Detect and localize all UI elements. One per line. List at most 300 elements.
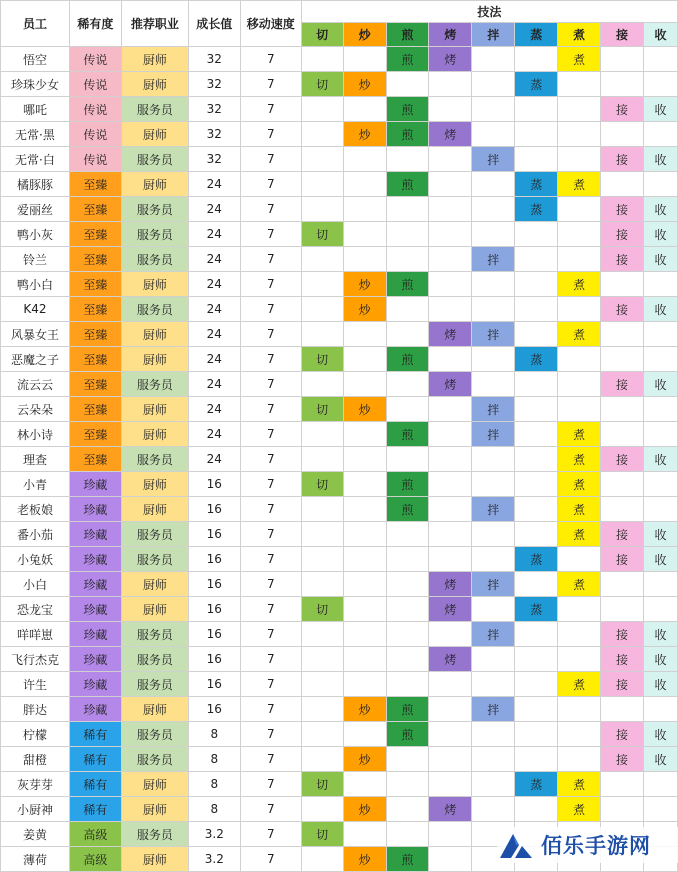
rarity-badge: 珍藏 (69, 622, 121, 647)
skill-cell-bake: 烤 (429, 597, 472, 622)
table-row (1, 747, 678, 772)
rarity-badge: 至臻 (69, 347, 121, 372)
skill-cell-boil (558, 97, 601, 122)
growth-value: 16 (188, 622, 240, 647)
skill-cell-pan-fry: 煎 (386, 422, 429, 447)
table-row (1, 197, 678, 222)
rarity-badge: 珍藏 (69, 647, 121, 672)
employee-name: 风暴女王 (1, 322, 70, 347)
skill-cell-steam (515, 47, 558, 72)
skill-cell-bake: 烤 (429, 372, 472, 397)
skill-cell-pan-fry (386, 522, 429, 547)
skill-cell-steam (515, 147, 558, 172)
skill-cell-boil (558, 72, 601, 97)
skill-cell-bake (429, 222, 472, 247)
skill-cell-bake (429, 822, 472, 847)
skill-cell-boil (558, 297, 601, 322)
skill-cell-pan-fry: 煎 (386, 347, 429, 372)
skill-cell-boil: 煮 (558, 672, 601, 697)
skill-cell-steam (515, 797, 558, 822)
employee-name: 小厨神 (1, 797, 70, 822)
skill-cell-cut (301, 122, 343, 147)
skill-cell-collect (643, 772, 677, 797)
speed-value: 7 (240, 672, 301, 697)
skill-cell-boil: 煮 (558, 172, 601, 197)
skill-cell-boil: 煮 (558, 797, 601, 822)
skill-cell-fry (343, 647, 386, 672)
skill-cell-mix: 拌 (472, 397, 515, 422)
header-skills: 技法 (301, 1, 677, 23)
skill-cell-bake: 烤 (429, 122, 472, 147)
watermark-logo-icon (497, 830, 535, 860)
skill-cell-boil (558, 697, 601, 722)
job-cell: 厨师 (121, 172, 188, 197)
skill-cell-steam (515, 472, 558, 497)
table-row (1, 697, 678, 722)
job-cell: 厨师 (121, 597, 188, 622)
job-cell: 厨师 (121, 847, 188, 872)
job-cell: 厨师 (121, 697, 188, 722)
skill-cell-steam (515, 122, 558, 147)
skill-cell-fry (343, 597, 386, 622)
growth-value: 24 (188, 297, 240, 322)
job-cell: 服务员 (121, 672, 188, 697)
table-row (1, 722, 678, 747)
table-row (1, 772, 678, 797)
skill-cell-pan-fry (386, 597, 429, 622)
speed-value: 7 (240, 197, 301, 222)
skill-cell-mix (472, 547, 515, 572)
speed-value: 7 (240, 222, 301, 247)
skill-cell-pan-fry (386, 147, 429, 172)
skill-cell-take-order (601, 472, 644, 497)
skill-cell-steam (515, 572, 558, 597)
skill-cell-collect (643, 797, 677, 822)
skill-cell-mix (472, 122, 515, 147)
skill-cell-steam (515, 622, 558, 647)
rarity-badge: 传说 (69, 47, 121, 72)
skill-cell-take-order (601, 347, 644, 372)
skill-cell-fry (343, 372, 386, 397)
skill-cell-collect: 收 (643, 97, 677, 122)
header-speed: 移动速度 (240, 1, 301, 47)
skill-cell-steam (515, 372, 558, 397)
skill-cell-bake (429, 397, 472, 422)
table-row (1, 447, 678, 472)
skill-cell-collect: 收 (643, 147, 677, 172)
skill-cell-mix (472, 722, 515, 747)
rarity-badge: 至臻 (69, 247, 121, 272)
speed-value: 7 (240, 322, 301, 347)
skill-cell-fry (343, 672, 386, 697)
skill-cell-bake (429, 747, 472, 772)
skill-cell-bake (429, 97, 472, 122)
skill-cell-cut (301, 672, 343, 697)
job-cell: 服务员 (121, 222, 188, 247)
skill-cell-collect (643, 72, 677, 97)
skill-cell-fry (343, 172, 386, 197)
skill-cell-bake: 烤 (429, 647, 472, 672)
speed-value: 7 (240, 622, 301, 647)
skill-cell-pan-fry (386, 572, 429, 597)
rarity-badge: 稀有 (69, 722, 121, 747)
job-cell: 厨师 (121, 397, 188, 422)
table-row (1, 522, 678, 547)
skill-cell-pan-fry: 煎 (386, 47, 429, 72)
job-cell: 服务员 (121, 372, 188, 397)
skill-cell-take-order (601, 697, 644, 722)
speed-value: 7 (240, 522, 301, 547)
growth-value: 8 (188, 747, 240, 772)
skill-cell-take-order (601, 397, 644, 422)
skill-cell-collect: 收 (643, 297, 677, 322)
table-row (1, 647, 678, 672)
rarity-badge: 传说 (69, 147, 121, 172)
speed-value: 7 (240, 597, 301, 622)
skill-cell-cut (301, 322, 343, 347)
skill-cell-boil: 煮 (558, 497, 601, 522)
skill-cell-steam (515, 447, 558, 472)
skill-cell-fry: 炒 (343, 847, 386, 872)
skill-cell-mix: 拌 (472, 247, 515, 272)
skill-cell-collect (643, 422, 677, 447)
skill-cell-collect: 收 (643, 672, 677, 697)
employee-name: 胖达 (1, 697, 70, 722)
employee-name: 番小茄 (1, 522, 70, 547)
skill-cell-bake (429, 772, 472, 797)
table-row (1, 572, 678, 597)
skill-cell-fry (343, 497, 386, 522)
skill-cell-mix: 拌 (472, 422, 515, 447)
skill-cell-mix (472, 747, 515, 772)
job-cell: 服务员 (121, 297, 188, 322)
growth-value: 16 (188, 697, 240, 722)
skill-cell-cut (301, 497, 343, 522)
skill-cell-bake: 烤 (429, 797, 472, 822)
growth-value: 32 (188, 47, 240, 72)
skill-cell-steam (515, 247, 558, 272)
skill-cell-cut (301, 272, 343, 297)
skill-cell-take-order (601, 47, 644, 72)
skill-cell-mix: 拌 (472, 622, 515, 647)
rarity-badge: 珍藏 (69, 522, 121, 547)
skill-cell-fry: 炒 (343, 272, 386, 297)
table-row (1, 372, 678, 397)
skill-header-bake: 烤 (429, 23, 472, 47)
skill-header-steam: 蒸 (515, 23, 558, 47)
skill-cell-take-order (601, 322, 644, 347)
skill-cell-collect (643, 497, 677, 522)
skill-cell-mix (472, 47, 515, 72)
skill-cell-mix: 拌 (472, 497, 515, 522)
header-growth: 成长值 (188, 1, 240, 47)
skill-cell-cut: 切 (301, 597, 343, 622)
skill-cell-boil: 煮 (558, 447, 601, 472)
skill-cell-mix (472, 272, 515, 297)
skill-cell-cut (301, 797, 343, 822)
skill-cell-pan-fry: 煎 (386, 272, 429, 297)
skill-cell-cut: 切 (301, 472, 343, 497)
skill-cell-take-order: 接 (601, 447, 644, 472)
job-cell: 厨师 (121, 572, 188, 597)
skill-cell-collect: 收 (643, 447, 677, 472)
employee-name: 许生 (1, 672, 70, 697)
employee-name: 理查 (1, 447, 70, 472)
skill-cell-cut: 切 (301, 772, 343, 797)
skill-cell-mix (472, 347, 515, 372)
skill-cell-fry (343, 147, 386, 172)
skill-cell-boil: 煮 (558, 47, 601, 72)
rarity-badge: 珍藏 (69, 572, 121, 597)
skill-cell-collect (643, 472, 677, 497)
skill-cell-take-order: 接 (601, 672, 644, 697)
skill-cell-cut (301, 197, 343, 222)
skill-cell-steam (515, 672, 558, 697)
skill-cell-steam: 蒸 (515, 347, 558, 372)
rarity-badge: 至臻 (69, 222, 121, 247)
skill-cell-cut (301, 247, 343, 272)
skill-cell-boil: 煮 (558, 522, 601, 547)
rarity-badge: 至臻 (69, 447, 121, 472)
skill-cell-collect (643, 347, 677, 372)
speed-value: 7 (240, 47, 301, 72)
skill-cell-mix: 拌 (472, 147, 515, 172)
job-cell: 厨师 (121, 122, 188, 147)
growth-value: 16 (188, 572, 240, 597)
skill-cell-take-order (601, 72, 644, 97)
employee-name: 柠檬 (1, 722, 70, 747)
skill-header-take-order: 接 (601, 23, 644, 47)
skill-header-cut: 切 (301, 23, 343, 47)
rarity-badge: 高级 (69, 847, 121, 872)
skill-cell-boil (558, 247, 601, 272)
rarity-badge: 至臻 (69, 197, 121, 222)
skill-cell-cut (301, 147, 343, 172)
skill-cell-fry (343, 197, 386, 222)
skill-cell-take-order: 接 (601, 247, 644, 272)
speed-value: 7 (240, 447, 301, 472)
employee-name: 小白 (1, 572, 70, 597)
skill-cell-take-order: 接 (601, 522, 644, 547)
growth-value: 24 (188, 347, 240, 372)
skill-cell-take-order (601, 772, 644, 797)
rarity-badge: 珍藏 (69, 597, 121, 622)
skill-cell-steam (515, 422, 558, 447)
skill-cell-pan-fry (386, 747, 429, 772)
table-row (1, 497, 678, 522)
skill-cell-pan-fry (386, 672, 429, 697)
job-cell: 厨师 (121, 47, 188, 72)
rarity-badge: 稀有 (69, 772, 121, 797)
skill-cell-fry: 炒 (343, 72, 386, 97)
watermark-text: 佰乐手游网 (541, 834, 651, 858)
skill-cell-fry: 炒 (343, 797, 386, 822)
skill-cell-collect (643, 397, 677, 422)
growth-value: 32 (188, 72, 240, 97)
speed-value: 7 (240, 747, 301, 772)
rarity-badge: 稀有 (69, 797, 121, 822)
skill-cell-steam (515, 297, 558, 322)
skill-cell-pan-fry: 煎 (386, 722, 429, 747)
speed-value: 7 (240, 822, 301, 847)
rarity-badge: 珍藏 (69, 697, 121, 722)
skill-cell-steam (515, 697, 558, 722)
skill-cell-bake: 烤 (429, 572, 472, 597)
growth-value: 16 (188, 647, 240, 672)
rarity-badge: 传说 (69, 122, 121, 147)
skill-cell-cut: 切 (301, 822, 343, 847)
employee-name: 鸭小白 (1, 272, 70, 297)
speed-value: 7 (240, 422, 301, 447)
job-cell: 服务员 (121, 747, 188, 772)
skill-cell-bake (429, 172, 472, 197)
skill-cell-collect: 收 (643, 647, 677, 672)
growth-value: 16 (188, 672, 240, 697)
skill-cell-bake (429, 672, 472, 697)
speed-value: 7 (240, 572, 301, 597)
skill-cell-take-order: 接 (601, 722, 644, 747)
rarity-badge: 珍藏 (69, 497, 121, 522)
skill-cell-collect: 收 (643, 747, 677, 772)
skill-cell-pan-fry (386, 797, 429, 822)
skill-cell-cut (301, 172, 343, 197)
skill-cell-bake: 烤 (429, 322, 472, 347)
speed-value: 7 (240, 247, 301, 272)
skill-cell-cut (301, 447, 343, 472)
skill-cell-cut: 切 (301, 72, 343, 97)
skill-cell-take-order: 接 (601, 147, 644, 172)
skill-cell-take-order (601, 797, 644, 822)
skill-cell-boil (558, 222, 601, 247)
table-row (1, 797, 678, 822)
job-cell: 服务员 (121, 522, 188, 547)
skill-cell-bake: 烤 (429, 47, 472, 72)
skill-cell-boil: 煮 (558, 572, 601, 597)
job-cell: 厨师 (121, 772, 188, 797)
skill-cell-mix: 拌 (472, 697, 515, 722)
skill-cell-steam (515, 747, 558, 772)
skill-cell-steam (515, 397, 558, 422)
skill-cell-pan-fry (386, 222, 429, 247)
skill-cell-steam: 蒸 (515, 72, 558, 97)
table-row (1, 322, 678, 347)
skill-cell-cut (301, 97, 343, 122)
table-row (1, 272, 678, 297)
skill-cell-take-order: 接 (601, 547, 644, 572)
skill-cell-pan-fry: 煎 (386, 122, 429, 147)
skill-cell-collect (643, 697, 677, 722)
speed-value: 7 (240, 547, 301, 572)
skill-cell-pan-fry (386, 297, 429, 322)
rarity-badge: 至臻 (69, 397, 121, 422)
employee-name: 无常·白 (1, 147, 70, 172)
skill-cell-mix (472, 172, 515, 197)
skill-cell-collect: 收 (643, 722, 677, 747)
speed-value: 7 (240, 797, 301, 822)
skill-cell-boil: 煮 (558, 422, 601, 447)
speed-value: 7 (240, 122, 301, 147)
skill-cell-pan-fry (386, 72, 429, 97)
table-body (1, 47, 678, 872)
speed-value: 7 (240, 72, 301, 97)
skill-cell-bake (429, 697, 472, 722)
job-cell: 厨师 (121, 472, 188, 497)
skill-cell-mix (472, 447, 515, 472)
skill-cell-pan-fry: 煎 (386, 472, 429, 497)
employee-name: 铃兰 (1, 247, 70, 272)
skill-cell-fry (343, 47, 386, 72)
skill-cell-boil (558, 597, 601, 622)
skill-cell-bake (429, 72, 472, 97)
skill-cell-mix (472, 772, 515, 797)
skill-cell-boil (558, 747, 601, 772)
skill-cell-boil: 煮 (558, 322, 601, 347)
skill-cell-collect: 收 (643, 197, 677, 222)
growth-value: 32 (188, 97, 240, 122)
skill-cell-take-order: 接 (601, 372, 644, 397)
job-cell: 厨师 (121, 797, 188, 822)
employee-name: 橘豚豚 (1, 172, 70, 197)
skill-cell-cut (301, 697, 343, 722)
table-row (1, 47, 678, 72)
skill-cell-steam (515, 497, 558, 522)
skill-cell-collect: 收 (643, 622, 677, 647)
table-row (1, 672, 678, 697)
job-cell: 厨师 (121, 272, 188, 297)
job-cell: 服务员 (121, 822, 188, 847)
skill-cell-boil (558, 347, 601, 372)
skill-cell-collect (643, 172, 677, 197)
employee-name: 灰芽芽 (1, 772, 70, 797)
speed-value: 7 (240, 297, 301, 322)
job-cell: 服务员 (121, 247, 188, 272)
skill-cell-bake (429, 247, 472, 272)
skill-cell-boil (558, 122, 601, 147)
job-cell: 厨师 (121, 322, 188, 347)
growth-value: 24 (188, 447, 240, 472)
skill-cell-fry (343, 572, 386, 597)
skill-cell-steam: 蒸 (515, 597, 558, 622)
skill-cell-boil (558, 197, 601, 222)
skill-cell-bake (429, 722, 472, 747)
skill-cell-boil (558, 372, 601, 397)
skill-cell-cut (301, 522, 343, 547)
speed-value: 7 (240, 147, 301, 172)
skill-cell-pan-fry (386, 197, 429, 222)
employee-name: 恶魔之子 (1, 347, 70, 372)
rarity-badge: 稀有 (69, 747, 121, 772)
skill-cell-fry (343, 472, 386, 497)
skill-cell-steam (515, 522, 558, 547)
rarity-badge: 至臻 (69, 322, 121, 347)
skill-cell-mix (472, 472, 515, 497)
rarity-badge: 至臻 (69, 272, 121, 297)
growth-value: 3.2 (188, 847, 240, 872)
table-row (1, 297, 678, 322)
skill-header-boil: 煮 (558, 23, 601, 47)
skill-cell-steam: 蒸 (515, 772, 558, 797)
skill-cell-boil (558, 622, 601, 647)
watermark (497, 827, 678, 863)
speed-value: 7 (240, 97, 301, 122)
skill-cell-mix: 拌 (472, 322, 515, 347)
skill-cell-boil: 煮 (558, 272, 601, 297)
skill-cell-bake (429, 422, 472, 447)
rarity-badge: 高级 (69, 822, 121, 847)
growth-value: 8 (188, 722, 240, 747)
table-row (1, 422, 678, 447)
employee-name: 爱丽丝 (1, 197, 70, 222)
